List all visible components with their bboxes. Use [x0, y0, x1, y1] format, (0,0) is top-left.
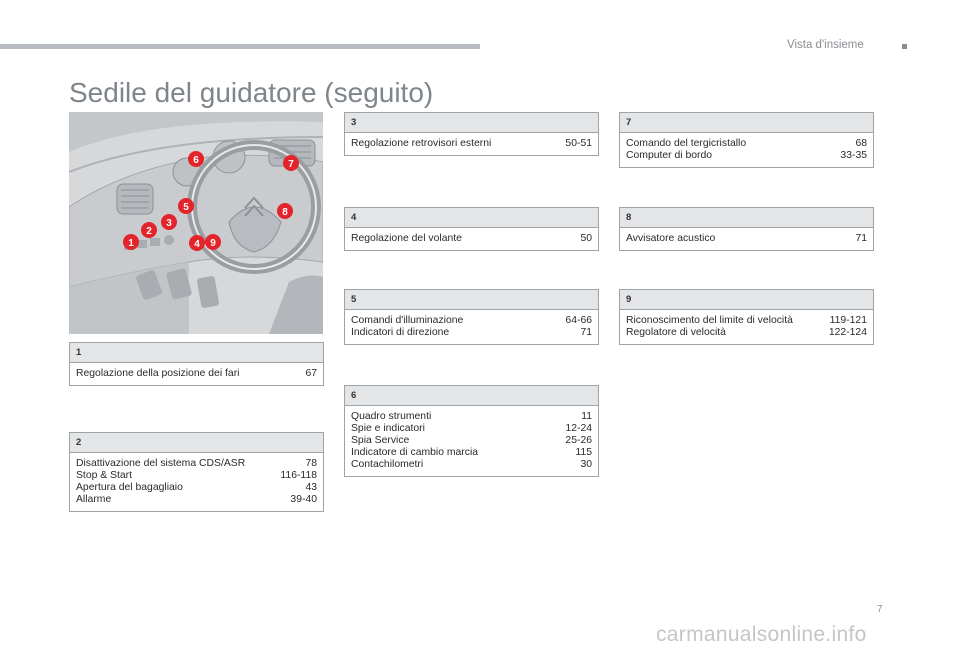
list-item [351, 459, 592, 471]
list-item [351, 435, 592, 447]
item-pages: 50-51 [565, 138, 592, 149]
info-box-1 [69, 342, 324, 386]
info-box-6 [344, 385, 599, 477]
item-pages: 78 [305, 458, 317, 469]
item-label: Stop & Start [76, 470, 133, 481]
item-label: Indicatore di cambio marcia [351, 447, 479, 458]
box-number: 7 [620, 113, 873, 133]
list-item [626, 138, 867, 150]
box-number: 9 [620, 290, 873, 310]
list-item [626, 233, 867, 245]
info-box-5 [344, 289, 599, 345]
section-dot [902, 44, 907, 49]
item-label: Contachilometri [351, 459, 424, 470]
item-label: Indicatori di direzione [351, 327, 450, 338]
item-label: Apertura del bagagliaio [76, 482, 183, 493]
item-label: Riconoscimento del limite di velocità [626, 315, 793, 326]
item-label: Spia Service [351, 435, 410, 446]
item-label: Regolazione della posizione dei fari [76, 368, 240, 379]
svg-text:1: 1 [128, 238, 134, 249]
svg-text:6: 6 [193, 155, 199, 166]
item-pages: 122-124 [828, 327, 867, 338]
svg-text:2: 2 [146, 226, 152, 237]
item-pages: 71 [580, 327, 592, 338]
callout-9 [205, 234, 221, 250]
callout-7 [283, 155, 299, 171]
box-number: 8 [620, 208, 873, 228]
callout-5 [178, 198, 194, 214]
item-pages: 68 [855, 138, 867, 149]
item-label: Comandi d'illuminazione [351, 315, 464, 326]
callout-4 [189, 235, 205, 251]
item-pages: 71 [855, 233, 867, 244]
svg-text:5: 5 [183, 202, 189, 213]
page-number: 7 [877, 604, 883, 615]
list-item [76, 368, 317, 380]
item-label: Disattivazione del sistema CDS/ASR [76, 458, 246, 469]
dashboard-illustration [69, 112, 323, 334]
info-box-2 [69, 432, 324, 512]
item-pages: 33-35 [840, 150, 867, 161]
svg-text:4: 4 [194, 239, 200, 250]
callout-6 [188, 151, 204, 167]
item-pages: 12-24 [565, 423, 592, 434]
box-number: 1 [70, 343, 323, 363]
list-item [351, 411, 592, 423]
list-item [76, 482, 317, 494]
info-box-7 [619, 112, 874, 168]
box-number: 6 [345, 386, 598, 406]
svg-text:3: 3 [166, 218, 172, 229]
item-label: Quadro strumenti [351, 411, 432, 422]
item-pages: 115 [575, 447, 592, 458]
svg-text:7: 7 [288, 159, 294, 170]
item-label: Regolatore di velocità [626, 327, 726, 338]
item-label: Regolazione retrovisori esterni [351, 138, 492, 149]
item-label: Spie e indicatori [351, 423, 425, 434]
item-pages: 43 [305, 482, 317, 493]
list-item [351, 447, 592, 459]
item-pages: 67 [305, 368, 317, 379]
svg-text:8: 8 [282, 207, 288, 218]
callout-1 [123, 234, 139, 250]
section-label: Vista d'insieme [787, 39, 864, 51]
list-item [626, 327, 867, 339]
list-item [351, 138, 592, 150]
item-pages: 30 [580, 459, 592, 470]
list-item [351, 233, 592, 245]
item-label: Allarme [76, 494, 112, 505]
watermark: carmanualsonline.info [656, 623, 867, 646]
info-box-8 [619, 207, 874, 251]
item-pages: 25-26 [565, 435, 592, 446]
item-label: Avvisatore acustico [626, 233, 716, 244]
item-pages: 119-121 [829, 315, 867, 326]
list-item [626, 315, 867, 327]
list-item [76, 458, 317, 470]
list-item [351, 423, 592, 435]
svg-text:9: 9 [210, 238, 216, 249]
list-item [351, 315, 592, 327]
item-label: Computer di bordo [626, 150, 713, 161]
box-number: 3 [345, 113, 598, 133]
page-title: Sedile del guidatore (seguito) [69, 77, 434, 108]
callout-layer [69, 112, 323, 334]
list-item [626, 150, 867, 162]
box-number: 2 [70, 433, 323, 453]
callout-3 [161, 214, 177, 230]
info-box-4 [344, 207, 599, 251]
item-pages: 116-118 [280, 470, 317, 481]
box-number: 5 [345, 290, 598, 310]
callout-8 [277, 203, 293, 219]
item-label: Regolazione del volante [351, 233, 462, 244]
info-box-9 [619, 289, 874, 345]
list-item [76, 470, 317, 482]
callout-2 [141, 222, 157, 238]
header-bar [0, 44, 480, 49]
item-pages: 64-66 [565, 315, 592, 326]
list-item [351, 327, 592, 339]
box-number: 4 [345, 208, 598, 228]
item-pages: 39-40 [290, 494, 317, 505]
list-item [76, 494, 317, 506]
info-box-3 [344, 112, 599, 156]
item-pages: 11 [581, 411, 592, 422]
item-label: Comando del tergicristallo [626, 138, 747, 149]
item-pages: 50 [580, 233, 592, 244]
